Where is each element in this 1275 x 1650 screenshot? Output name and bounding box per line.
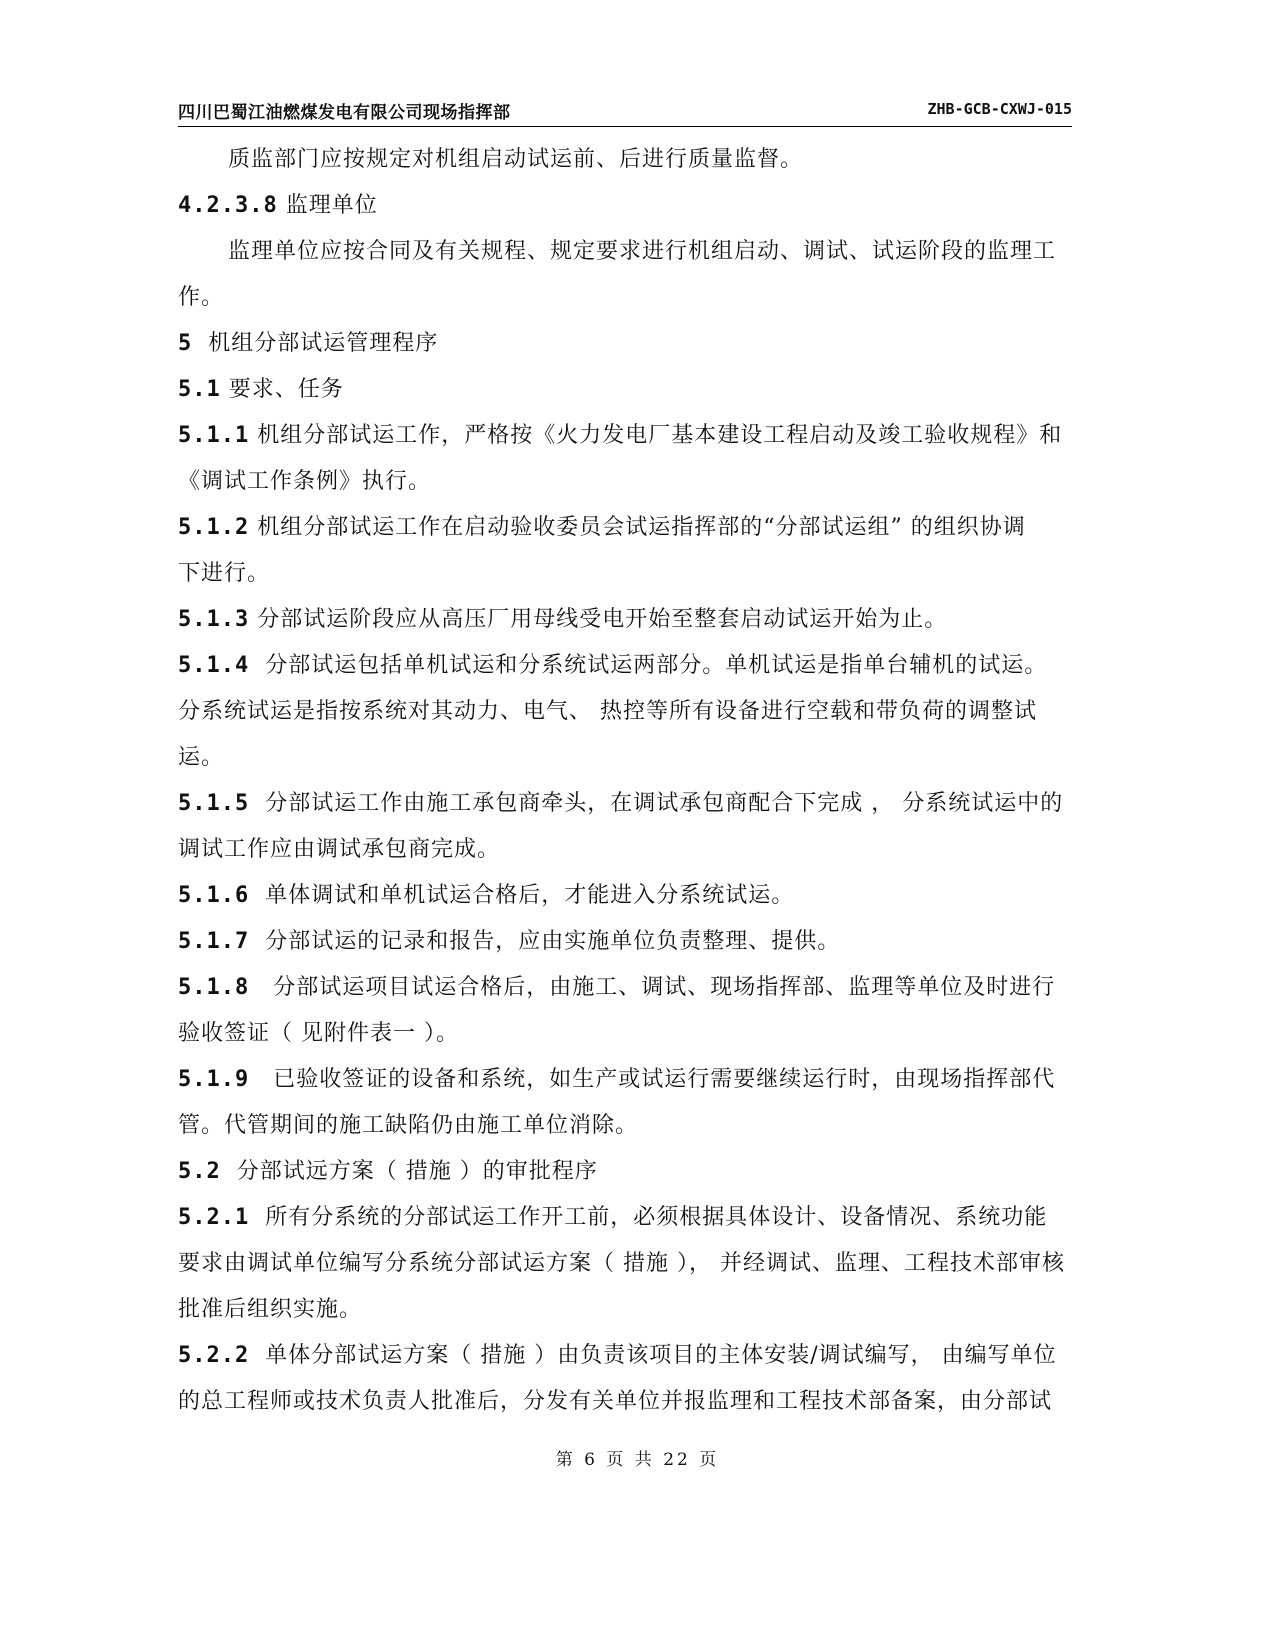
paragraph-line (178, 229, 1074, 275)
paragraph-line (178, 1103, 1074, 1149)
line-text: 的总工程师或技术负责人批准后，分发有关单位并报监理和工程技术部备案，由分部试 (178, 1389, 1053, 1414)
section-number: 5.2.2 (178, 1343, 250, 1368)
line-text: 《调试工作条例》执行。 (178, 469, 432, 494)
section-number: 5.1.2 (178, 515, 250, 540)
section-number: 5.1.6 (178, 883, 250, 908)
line-text: 管。代管期间的施工缺陷仍由施工单位消除。 (178, 1113, 639, 1138)
page-footer: 第 6 页 共 22 页 (555, 1450, 720, 1470)
section-number: 5.1.9 (178, 1067, 250, 1092)
section-number: 5.2.1 (178, 1205, 250, 1230)
page-header (178, 98, 1072, 127)
line-text: 监理单位应按合同及有关规程、规定要求进行机组启动、调试、试运阶段的监理工 (228, 239, 1057, 264)
line-text: 运。 (178, 745, 225, 770)
paragraph-line (178, 275, 1074, 321)
numbered-paragraph-line (178, 413, 1074, 459)
numbered-paragraph-line (178, 597, 1074, 643)
section-number: 5.1.5 (178, 791, 250, 816)
numbered-paragraph-line (178, 873, 1074, 919)
line-text: 批准后组织实施。 (178, 1297, 363, 1322)
paragraph-line (178, 1011, 1074, 1057)
line-text: 下进行。 (178, 561, 271, 586)
paragraph-line (178, 1241, 1074, 1287)
numbered-paragraph-line (178, 321, 1074, 367)
line-text: 分部试运阶段应从高压厂用母线受电开始至整套启动试运开始为止。 (249, 607, 948, 632)
line-text: 单体调试和单机试运合格后，才能进入分系统试运。 (249, 883, 795, 908)
line-text: 调试工作应由调试承包商完成。 (178, 837, 501, 862)
numbered-paragraph-line (178, 1149, 1074, 1195)
section-number: 5.1.3 (178, 607, 250, 632)
paragraph-line (178, 735, 1074, 781)
line-text: 机组分部试运工作在启动验收委员会试运指挥部的“分部试运组” 的组织协调 (249, 515, 1026, 540)
numbered-paragraph-line (178, 505, 1074, 551)
line-text: 分系统试运是指按系统对其动力、电气、 热控等所有设备进行空载和带负荷的调整试 (178, 699, 1037, 724)
numbered-paragraph-line (178, 183, 1074, 229)
section-number: 5.2 (178, 1159, 221, 1184)
numbered-paragraph-line (178, 781, 1074, 827)
numbered-paragraph-line (178, 1057, 1074, 1103)
line-text: 监理单位 (277, 193, 378, 218)
numbered-paragraph-line (178, 367, 1074, 413)
paragraph-line (178, 459, 1074, 505)
section-number: 5.1.7 (178, 929, 250, 954)
line-text: 机组分部试运管理程序 (192, 331, 439, 356)
document-body (178, 137, 1074, 1425)
numbered-paragraph-line (178, 919, 1074, 965)
paragraph-line (178, 1379, 1074, 1425)
section-number: 5.1.4 (178, 653, 250, 678)
line-text: 质监部门应按规定对机组启动试运前、后进行质量监督。 (228, 147, 804, 172)
line-text: 验收签证（ 见附件表一 ）。 (178, 1021, 459, 1046)
paragraph-line (178, 551, 1074, 597)
numbered-paragraph-line (178, 1195, 1074, 1241)
line-text: 已验收签证的设备和系统，如生产或试运行需要继续运行时，由现场指挥部代 (249, 1067, 1056, 1092)
document-code: ZHB-GCB-CXWJ-015 (927, 100, 1072, 118)
section-number: 5.1.1 (178, 423, 250, 448)
section-number: 5.1 (178, 377, 221, 402)
section-number: 4.2.3.8 (178, 193, 278, 218)
line-text: 分部试运项目试运合格后，由施工、调试、现场指挥部、监理等单位及时进行 (249, 975, 1056, 1000)
line-text: 分部试运的记录和报告，应由实施单位负责整理、提供。 (249, 929, 841, 954)
line-text: 分部试远方案（ 措施 ）的审批程序 (220, 1159, 598, 1184)
line-text: 机组分部试运工作，严格按《火力发电厂基本建设工程启动及竣工验收规程》和 (249, 423, 1063, 448)
line-text: 所有分系统的分部试运工作开工前，必须根据具体设计、设备情况、系统功能 (249, 1205, 1048, 1230)
numbered-paragraph-line (178, 1333, 1074, 1379)
section-number: 5.1.8 (178, 975, 250, 1000)
paragraph-line (178, 1287, 1074, 1333)
line-text: 单体分部试运方案（ 措施 ）由负责该项目的主体安装/调试编写， 由编写单位 (249, 1343, 1057, 1368)
line-text: 作。 (178, 285, 225, 310)
paragraph-line (178, 689, 1074, 735)
section-number: 5 (178, 331, 193, 356)
line-text: 要求、任务 (220, 377, 344, 402)
line-text: 要求由调试单位编写分系统分部试运方案（ 措施 ）， 并经调试、监理、工程技术部审核 (178, 1251, 1065, 1276)
paragraph-line (178, 827, 1074, 873)
company-name: 四川巴蜀江油燃煤发电有限公司现场指挥部 (178, 103, 511, 123)
numbered-paragraph-line (178, 643, 1074, 689)
line-text: 分部试运工作由施工承包商牵头，在调试承包商配合下完成 ， 分系统试运中的 (249, 791, 1064, 816)
line-text: 分部试运包括单机试运和分系统试运两部分。单机试运是指单台辅机的试运。 (249, 653, 1048, 678)
paragraph-line (178, 137, 1074, 183)
numbered-paragraph-line (178, 965, 1074, 1011)
